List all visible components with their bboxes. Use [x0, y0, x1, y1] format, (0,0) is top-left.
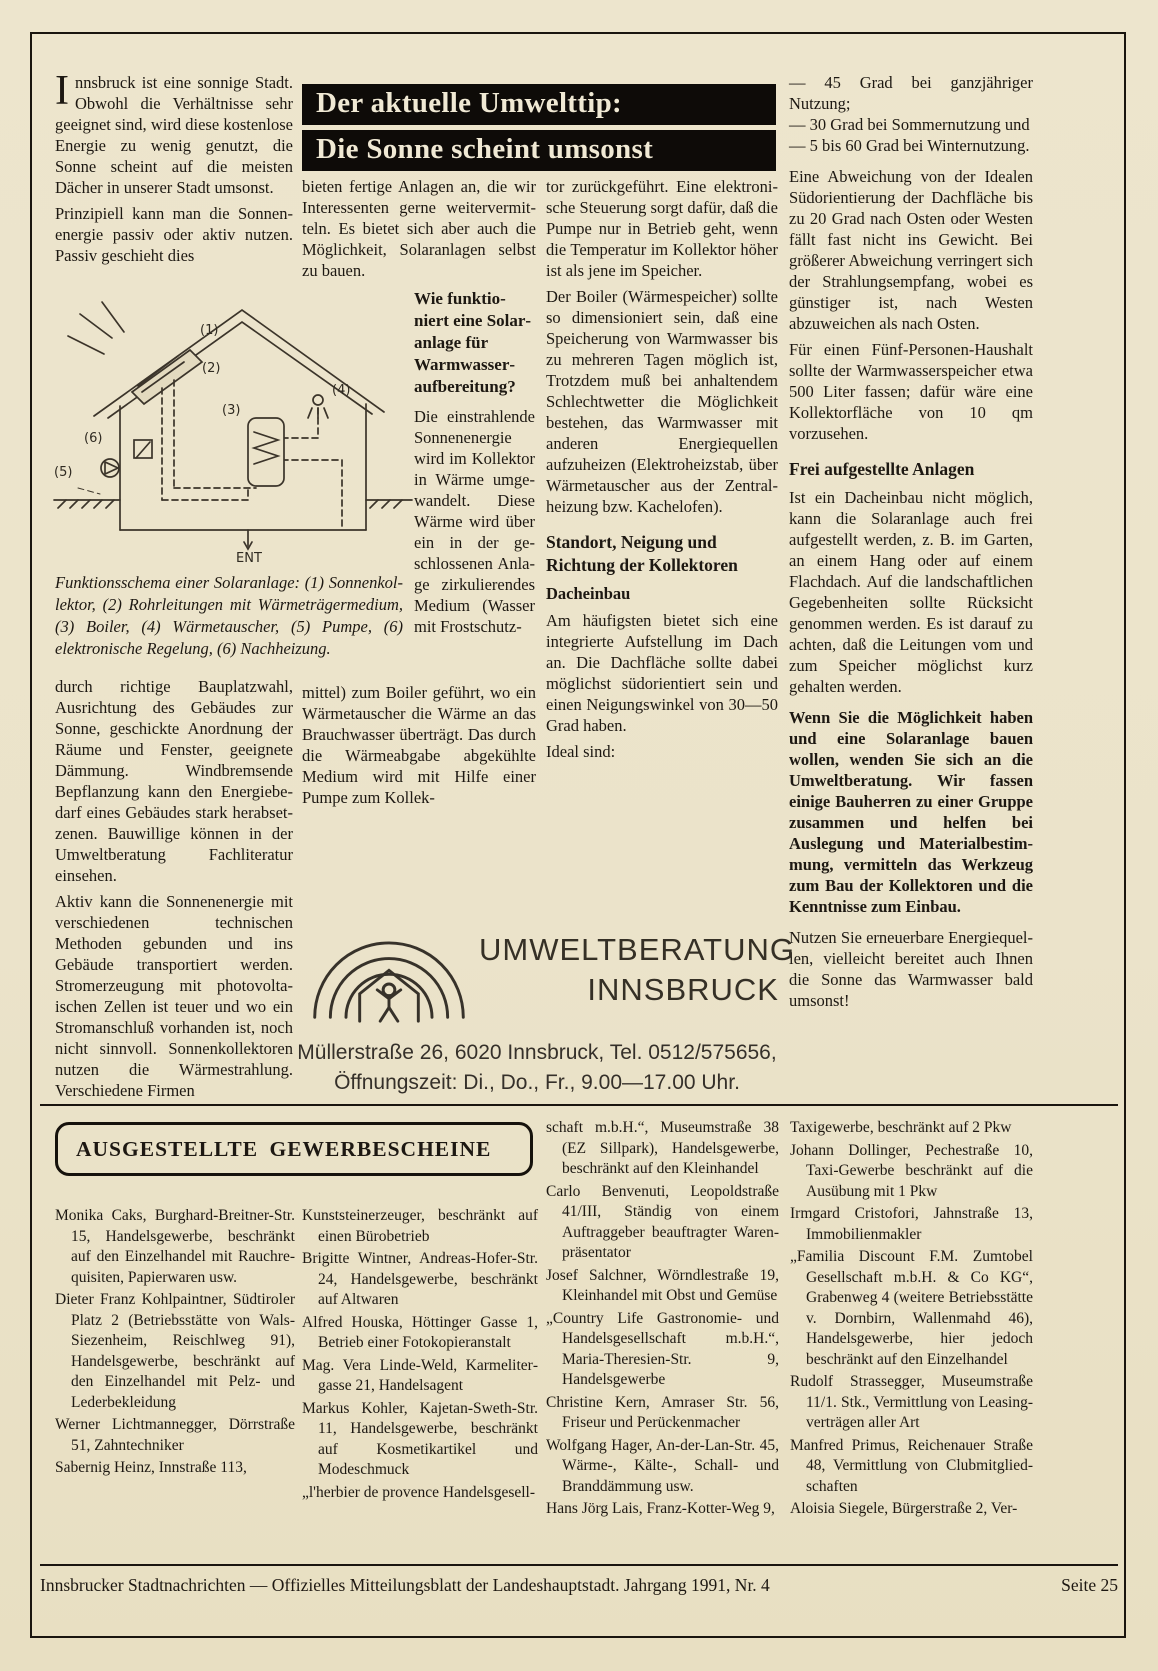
org-address-line: Müllerstraße 26, 6020 Innsbruck, Tel. 0512/575656, [297, 1041, 777, 1064]
license-entry: Brigitte Wintner, Andreas-Hofer-Str. 24, Handelsgewerbe, beschränkt auf Altwaren [302, 1250, 538, 1308]
paragraph: Ideal sind: [546, 742, 616, 761]
paragraph: Am häufigsten bietet sich eine integrierte Aufstellung im Dach an. Die Dachfläche sollte dabei möglichst südorientiert sein und einen Neigungswinkel von 30—50 Grad haben. [546, 611, 778, 735]
org-name-line2: INNSBRUCK [587, 972, 779, 1007]
license-entry: „Familia Discount F.M. Zumtobel Gesellschaft m.b.H. & Co KG“, Grabenweg 4 (weitere Betriebsstätte v. Dornbirn, Wallenmahd 46), Handelsgewerbe, hier jedoch beschränkt auf den Einzelhandel [790, 1248, 1033, 1368]
footer-page-number: Seite 25 [1061, 1575, 1118, 1595]
paragraph: Die einstrahlende Sonnenenergie wird im Kollektor in Wärme umgewandelt. Diese Wärme wird über ein in der geschlossenen Anlage zirkulierendes Medium (Wasser mit Frostschutz- [414, 407, 535, 636]
article-col2-narrow [414, 288, 535, 637]
license-entry: Irmgard Cristofori, Jahnstraße 13, Immobilienmakler [790, 1205, 1033, 1243]
license-entry: Carlo Benvenuti, Leopoldstraße 41/III, Ständig von einem Auftraggeber beauftragter Warenpräsentator [546, 1182, 779, 1261]
gewerbescheine-title-box [55, 1122, 533, 1176]
org-hours-line: Öffnungszeit: Di., Do., Fr., 9.00—17.00 Uhr. [334, 1071, 740, 1094]
paragraph: Für einen Fünf-Personen-Haushalt sollte der Warmwasserspeicher etwa 500 Liter fassen; dafür wäre eine Kollektorfläche von 10 qm vorzusehen. [789, 340, 1033, 443]
license-entry: Sabernig Heinz, Innstraße 113, [55, 1459, 247, 1476]
footer-publication-info: Innsbrucker Stadtnachrichten — Offizielles Mitteilungsblatt der Landeshauptstadt. Jahrgang 1991, Nr. 4 [40, 1575, 770, 1595]
paragraph: Eine Abweichung von der Idealen Südorientierung der Dachfläche bis zu 20 Grad nach Osten oder Westen fällt fast nicht ins Gewicht. Bei größerer Abweichung verringert sich der Strahlungsempfang, wobei es günstiger ist, nach Westen abzuweichen als nach Osten. [789, 167, 1033, 333]
solar-diagram-drawing [50, 292, 416, 566]
gewerbe-col3 [546, 1118, 779, 1522]
gewerbe-col1 [55, 1206, 295, 1481]
paragraph: Nutzen Sie erneuerbare Energiequellen, vielleicht bereitet auch Ihnen die Sonne das Warmwasser bald umsonst! [789, 928, 1033, 1010]
paragraph: tor zurückgeführt. Eine elektronische Steuerung sorgt dafür, daß die Pumpe nur in Betrieb geht, wenn die Temperatur im Kollektor höher ist als jene im Speicher. [546, 177, 778, 280]
section-heading: Wie funktioniert eine Solaranlage für Warmwasseraufbereitung? [414, 289, 532, 396]
license-entry: Alfred Houska, Höttinger Gasse 1, Betrieb einer Fotokopieranstalt [302, 1313, 538, 1351]
bold-paragraph: Wenn Sie die Möglichkeit haben und eine Solaranlage bauen wollen, wenden Sie sich an die Umweltberatung. Wir fassen einige Bauherren zu einer Gruppe zusammen und helfen bei Auslegung und Materialbestimmung, vermitteln das Werkzeug zum Bau der Kollektoren und die Kenntnisse zum Einbau. [789, 708, 1033, 916]
license-entry: Mag. Vera Linde-Weld, Karmelitergasse 21, Handelsagent [302, 1356, 538, 1394]
license-entry: „l'herbier de provence Handelsgesell- [302, 1483, 536, 1501]
paragraph: mittel) zum Boiler geführt, wo ein Wärmetauscher die Wärme an das Brauchwasser überträgt. Das durch die Wärmeabgabe abgekühlte Medium wird mit Hilfe einer Pumpe zum Kollek- [302, 683, 536, 807]
license-entry: schaft m.b.H.“, Museumstraße 38 (EZ Sillpark), Handelsgewerbe, beschränkt auf den Kleinhandel [546, 1119, 779, 1177]
article-title-line1: Der aktuelle Umwelttip: [302, 84, 776, 125]
license-entry: Werner Lichtmannegger, Dörrstraße 51, Zahntechniker [55, 1416, 295, 1454]
intro-paragraph [55, 68, 293, 198]
diagram-label-5: (5) [54, 465, 73, 480]
house-sun-arcs-icon [303, 896, 475, 1029]
article-col4 [789, 72, 1033, 1011]
article-col3 [546, 176, 778, 762]
license-entry: Kunststeinerzeuger, beschränkt auf einen Bürobetrieb [302, 1207, 538, 1245]
license-entry: Christine Kern, Amraser Str. 56, Friseur und Perückenmacher [546, 1393, 779, 1431]
license-entry: Monika Caks, Burghard-Breitner-Str. 15, Handelsgewerbe, beschränkt auf den Einzelhandel mit Rauchrequisiten, Papierwaren usw. [55, 1207, 295, 1286]
article-col2-cont [302, 682, 536, 808]
license-entry: Aloisia Siegele, Bürgerstraße 2, Ver- [790, 1500, 1018, 1517]
section-subheading-dacheinbau: Dacheinbau [546, 584, 631, 603]
license-entry: Taxigewerbe, beschränkt auf 2 Pkw [790, 1119, 1012, 1136]
diagram-label-1: (1) [200, 323, 219, 338]
list-item: — 30 Grad bei Sommernutzung und [789, 115, 1030, 134]
footer-rule [40, 1564, 1118, 1566]
diagram-label-ent: ENT [236, 551, 262, 566]
umweltberatung-logo [303, 896, 475, 1034]
section-divider [40, 1104, 1118, 1106]
paragraph: durch richtige Bauplatzwahl, Ausrichtung des Gebäudes zur Sonne, geschickte Anordnung der Räume und Fenster, geeignete Dämmung. Windbremsende Bepflanzung kann den Energiebedarf eines Gebäudes stark herabsetzenen. Bauwillige können in der Umweltberatung Fachliteratur einsehen. [55, 677, 293, 885]
license-entry: Wolfgang Hager, An-der-Lan-Str. 45, Wärme-, Kälte-, Schall- und Branddämmung usw. [546, 1436, 779, 1495]
paragraph: bieten fertige Anlagen an, die wir Interessenten gerne weitervermitteln. Es bietet sich aber auch die Möglichkeit, Solaranlagen selbst zu bauen. [302, 177, 536, 280]
paragraph: Aktiv kann die Sonnenenergie mit verschiedenen technischen Methoden gebunden und ins Gebäude transportiert werden. Stromerzeugung mit photovoltaischen Zellen ist teuer und wo ein Stromanschluß vorhanden ist, noch nicht sinnvoll. Sonnenkollektoren nutzen die Wärmestrahlung. Verschiedene Firmen [55, 892, 293, 1100]
article-col2-top [302, 176, 536, 281]
intro-text: nnsbruck ist eine sonnige Stadt. Obwohl die Verhältnisse sehr geeignet sind, wird diese kostenlose Energie zu wenig genutzt, die Sonne scheint auf die meisten Dächer in unserer Stadt umsonst. [55, 73, 293, 197]
paragraph: Ist ein Dacheinbau nicht möglich, kann die Solaranlage auch frei aufgestellt werden, z. B. im Garten, an einem Hang oder auf einem Flachdach. Auf die landschaftlichen Gegebenheiten sollte Rücksicht genommen werden. Es ist darauf zu achten, daß die Leitungen vom und zum Speicher möglichst kurz gehalten werden. [789, 488, 1033, 696]
license-entry: Rudolf Strassegger, Museumstraße 11/1. Stk., Vermittlung von Leasingverträgen aller Art [790, 1373, 1033, 1431]
list-item: — 45 Grad bei ganzjähriger Nutzung; [789, 73, 1033, 113]
license-entry: Manfred Primus, Reichenauer Straße 48, Vermittlung von Clubmitgliedschaften [790, 1436, 1033, 1495]
article-title-line2: Die Sonne scheint umsonst [302, 130, 776, 171]
license-entry: „Country Life Gastronomie- und Handelsgesellschaft m.b.H.“, Maria-Theresien-Str. 9, Handelsgewerbe [546, 1309, 779, 1388]
article-col1-cont [55, 676, 293, 1101]
umweltberatung-block [295, 888, 795, 1104]
article-intro [55, 68, 293, 266]
diagram-caption [55, 572, 403, 660]
diagram-label-3: (3) [222, 403, 241, 418]
page-footer [40, 1575, 1118, 1596]
license-entry: Markus Kohler, Kajetan-Sweth-Str. 11, Handelsgewerbe, beschränkt auf Kosmetikartikel und Modeschmuck [302, 1399, 538, 1478]
article-title [302, 84, 776, 176]
section-heading-standort: Standort, Neigung und Richtung der Kollektoren [546, 532, 738, 575]
license-entry: Johann Dollinger, Pechestraße 10, Taxi-Gewerbe beschränkt auf die Ausübung mit 1 Pkw [790, 1141, 1033, 1200]
paragraph: Der Boiler (Wärmespeicher) sollte so dimensioniert sein, daß eine Speicherung von Warmwasser bis zu mehreren Tagen möglich ist, Trotzdem muß bei anhaltendem Schlechtwetter die Möglichkeit bestehen, das Warmwasser mit anderen Energiequellen aufzuheizen (Elektroheizstab, über Wärmetauscher aus der Zentralheizung bzw. Kachelofen). [546, 287, 778, 516]
solar-diagram [50, 292, 416, 566]
caption-text: Funktionsschema einer Solaranlage: (1) Sonnenkollektor, (2) Rohrleitungen mit Wärmeträgermedium, (3) Boiler, (4) Wärmetauscher, (5) Pumpe, (6) elektronische Regelung, (6) Nachheizung. [55, 573, 403, 658]
list-item: — 5 bis 60 Grad bei Winternutzung. [789, 136, 1030, 155]
license-entry: Dieter Franz Kohlpaintner, Südtiroler Platz 2 (Betriebsstätte von Wals-Siezenheim, Reischlweg 91), Handelsgewerbe, beschränkt auf den Einzelhandel mit Pelz- und Lederbekleidung [55, 1291, 295, 1411]
diagram-label-2: (2) [202, 361, 221, 376]
section-heading-frei-aufgestellt: Frei aufgestellte Anlagen [789, 459, 975, 479]
dropcap-letter: I [55, 68, 69, 114]
license-entry: Josef Salchner, Wörndlestraße 19, Kleinhandel mit Obst und Gemüse [546, 1266, 779, 1304]
license-entry: Hans Jörg Lais, Franz-Kotter-Weg 9, [546, 1500, 775, 1517]
diagram-label-4: (4) [332, 383, 351, 398]
paragraph: Prinzipiell kann man die Sonnenenergie passiv oder aktiv nutzen. Passiv geschieht dies [55, 204, 293, 265]
organization-name [479, 930, 795, 1010]
gewerbe-col2 [302, 1206, 538, 1505]
gewerbe-col4 [790, 1118, 1033, 1522]
gewerbescheine-title: AUSGESTELLTE GEWERBESCHEINE [76, 1136, 492, 1161]
diagram-label-6: (6) [84, 431, 103, 446]
org-name-line1: UMWELTBERATUNG [479, 932, 795, 967]
organization-contact [295, 1038, 779, 1098]
